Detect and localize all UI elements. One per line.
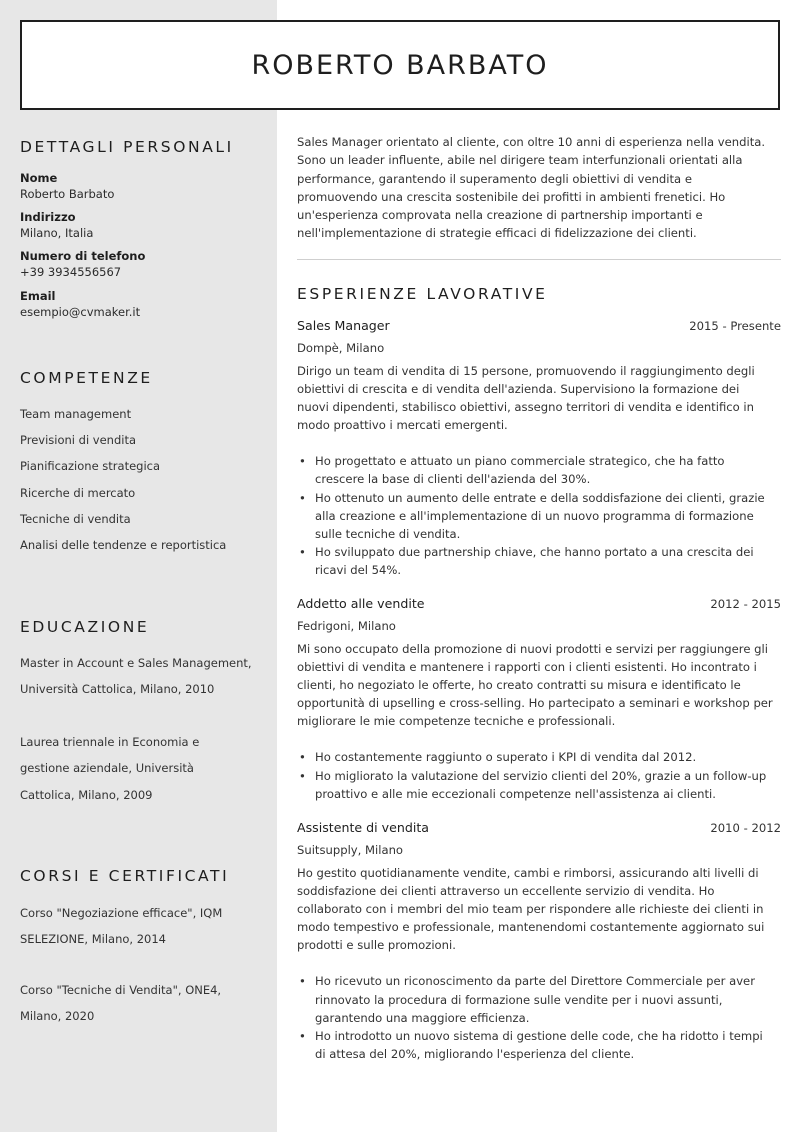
- detail-label: Numero di telefono: [20, 249, 146, 263]
- job-description: Ho gestito quotidianamente vendite, cambi e rimborsi, assicurando alti livelli di soddisfazione dei clienti attraverso un eccellente servizio di vendita. Ho collaborato con i membri del mio team per rispondere alle richieste dei clienti in modo tempestivo e professionale, mantenendomi costantemente aggiornato sui prodotti e sulle promozioni.: [297, 866, 765, 953]
- sidebar-background: [0, 0, 277, 1132]
- skill-item: Tecniche di vendita: [20, 511, 131, 526]
- job-entry: [297, 596, 781, 803]
- detail-address: [20, 210, 93, 242]
- candidate-name: ROBERTO BARBATO: [251, 49, 549, 81]
- skill-item: Pianificazione strategica: [20, 459, 161, 474]
- job-achievements: [297, 972, 773, 1062]
- detail-label: Nome: [20, 171, 58, 185]
- personal-details-title: DETTAGLI PERSONALI: [20, 138, 234, 156]
- detail-name: [20, 171, 114, 203]
- achievement-item: • Ho progettato e attuato un piano commerciale strategico, che ha fatto crescere la base di clienti dell'azienda del 30%.: [297, 452, 773, 488]
- achievement-item: • Ho migliorato la valutazione del servizio clienti del 20%, grazie a un follow-up proattivo e alle mie eccezionali competenze nell'assistenza ai clienti.: [297, 767, 773, 803]
- job-achievements: [297, 748, 773, 802]
- education-title: EDUCAZIONE: [20, 618, 150, 636]
- job-achievements: [297, 452, 773, 579]
- job-description: Dirigo un team di vendita di 15 persone, promuovendo il raggiungimento degli obiettivi di crescita e di vendita dell'azienda. Supervisiono la formazione dei nuovi dipendenti, stabilisco obiettivi, assegno territori di vendita e identifico in modo proattivo i mercati emergenti.: [297, 364, 755, 433]
- detail-value: Roberto Barbato: [20, 187, 115, 201]
- achievement-item: • Ho ottenuto un aumento delle entrate e della soddisfazione dei clienti, grazie alla creazione e all'implementazione di un nuovo programma di formazione sulle tecniche di vendita.: [297, 489, 773, 543]
- section-divider: [297, 259, 781, 260]
- detail-value: +39 3934556567: [20, 265, 122, 279]
- job-header: [297, 596, 781, 616]
- detail-value: Milano, Italia: [20, 226, 94, 240]
- skill-item: Ricerche di mercato: [20, 485, 136, 500]
- achievement-item: • Ho costantemente raggiunto o superato i KPI di vendita dal 2012.: [297, 748, 773, 766]
- job-dates: 2012 - 2015: [710, 597, 781, 611]
- job-entry: [297, 318, 781, 579]
- job-company: Fedrigoni, Milano: [297, 619, 396, 633]
- profile-summary: Sales Manager orientato al cliente, con oltre 10 anni di esperienza nella vendita. Sono un leader influente, abile nel dirigere team interfunzionali orientati alla performance, garantendo il superamento degli obiettivi di vendita e promuovendo una crescita sostenibile dei profitti in ambienti frenetici. Ho un'esperienza comprovata nella creazione di partnership importanti e nell'implementazione di strategie efficaci di fidelizzazione dei clienti.: [297, 135, 766, 241]
- achievement-item: • Ho ricevuto un riconoscimento da parte del Direttore Commerciale per aver rinnovato la procedura di formazione sulle vendite per i nuovi assunti, garantendo una maggiore efficienza.: [297, 972, 773, 1026]
- detail-value: esempio@cvmaker.it: [20, 305, 141, 319]
- education-item: Master in Account e Sales Management, Università Cattolica, Milano, 2010: [20, 656, 252, 697]
- job-header: [297, 820, 781, 840]
- course-item: Corso "Tecniche di Vendita", ONE4, Milano, 2020: [20, 983, 222, 1024]
- name-header: [20, 20, 780, 110]
- detail-label: Email: [20, 289, 56, 303]
- course-item: Corso "Negoziazione efficace", IQM SELEZIONE, Milano, 2014: [20, 906, 223, 947]
- skill-item: Previsioni di vendita: [20, 433, 137, 448]
- achievement-item: • Ho sviluppato due partnership chiave, che hanno portato a una crescita dei ricavi del 54%.: [297, 543, 773, 579]
- detail-phone: [20, 249, 145, 281]
- job-company: Dompè, Milano: [297, 341, 385, 355]
- job-title: Addetto alle vendite: [297, 596, 425, 611]
- job-title: Assistente di vendita: [297, 820, 429, 835]
- courses-title: CORSI E CERTIFICATI: [20, 867, 230, 885]
- skill-item: Team management: [20, 407, 132, 421]
- skills-title: COMPETENZE: [20, 369, 153, 387]
- job-header: [297, 318, 781, 338]
- skill-item: Analisi delle tendenze e reportistica: [20, 537, 227, 552]
- achievement-item: • Ho introdotto un nuovo sistema di gestione delle code, che ha ridotto i tempi di attesa del 20%, migliorando l'esperienza del cliente.: [297, 1027, 773, 1063]
- job-description: Mi sono occupato della promozione di nuovi prodotti e servizi per raggiungere gli obiettivi di vendita e mantenere i rapporti con i clienti esistenti. Ho incontrato i clienti, ho negoziato le offerte, ho creato contratti su misura e identificato le opportunità di upselling e cross-selling. Ho partecipato a seminari e workshop per migliorare le mie competenze tecniche e professionali.: [297, 642, 773, 729]
- job-dates: 2010 - 2012: [710, 821, 781, 835]
- detail-email: [20, 289, 140, 321]
- skills-list: [20, 407, 226, 564]
- job-entry: [297, 820, 781, 1063]
- detail-label: Indirizzo: [20, 210, 76, 224]
- experience-title: ESPERIENZE LAVORATIVE: [297, 285, 548, 303]
- job-company: Suitsupply, Milano: [297, 843, 404, 857]
- job-dates: 2015 - Presente: [689, 319, 781, 333]
- job-title: Sales Manager: [297, 318, 390, 333]
- education-item: Laurea triennale in Economia e gestione aziendale, Università Cattolica, Milano, 2009: [20, 735, 200, 802]
